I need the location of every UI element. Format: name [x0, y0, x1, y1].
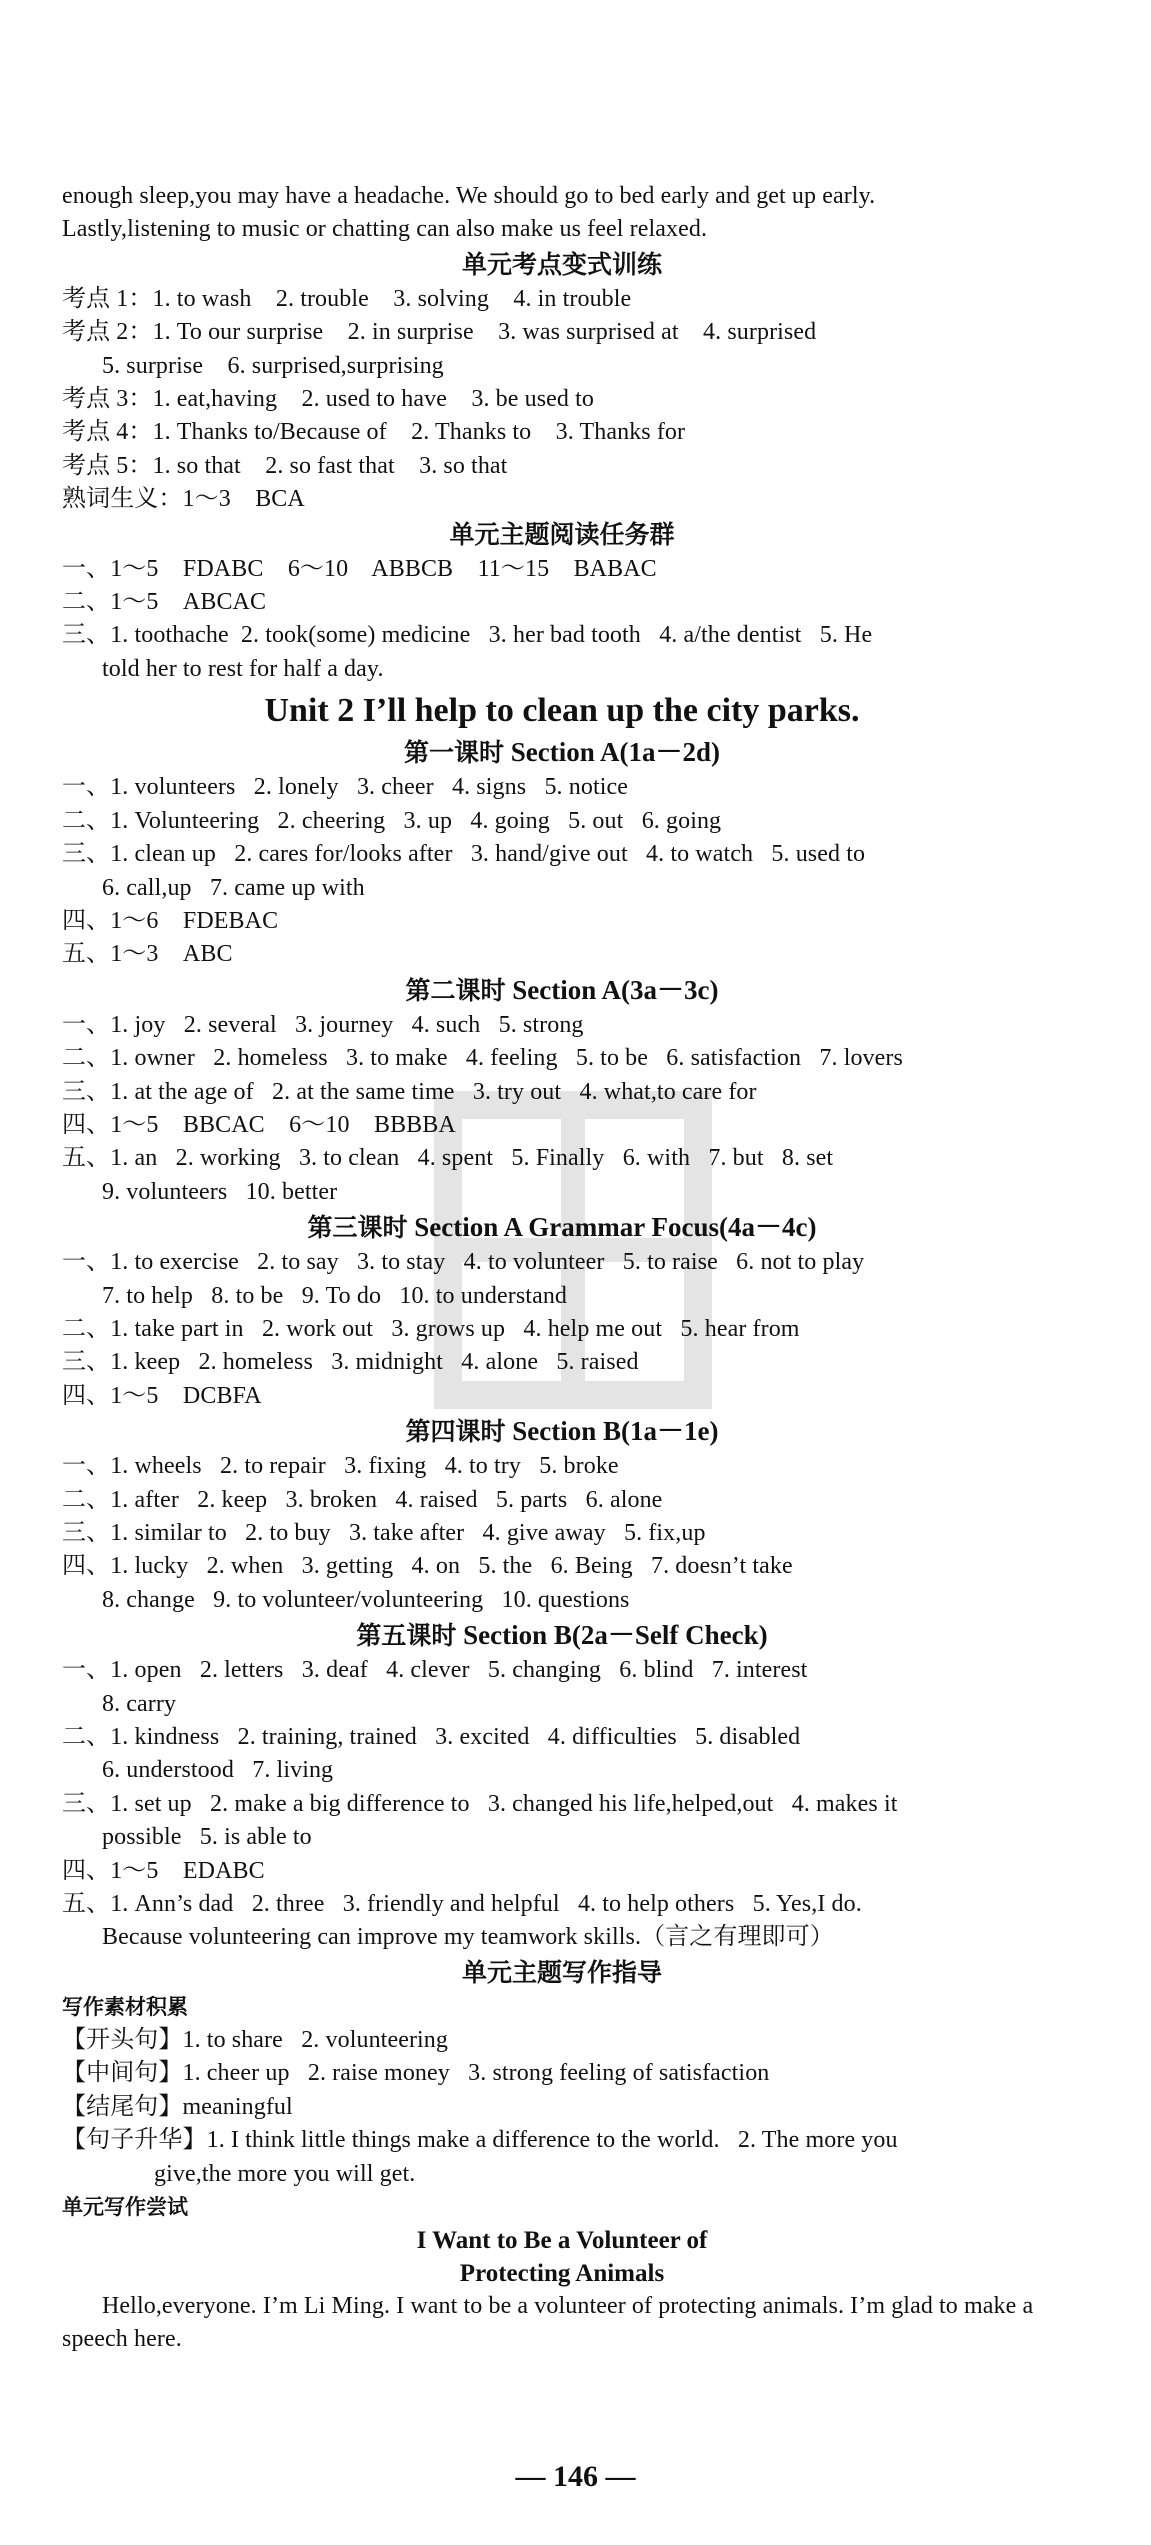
unit-title: Unit 2 I’ll help to clean up the city parks. — [264, 692, 860, 730]
answer-line: 考点 2：1. To our surprise 2. in surprise 3. was surprised at 4. surprised — [62, 319, 817, 346]
answer-line: 三、1. set up 2. make a big difference to 3. changed his life,helped,out 4. makes it — [62, 1790, 898, 1817]
section-heading-writing: 单元主题写作指导 — [461, 1957, 662, 1987]
answer-line: 五、1～3 ABC — [62, 941, 233, 968]
material-line: 【句子升华】1. I think little things make a difference to the world. 2. The more you — [62, 2127, 898, 2154]
answer-line: 6. understood 7. living — [102, 1757, 334, 1784]
answer-line: 四、1～6 FDEBAC — [62, 907, 279, 934]
lesson-heading — [62, 1617, 1062, 1654]
answer-line: 二、1. take part in 2. work out 3. grows up 4. help me out 5. hear from — [62, 1315, 800, 1342]
answer-line: Because volunteering can improve my teamwork skills.（言之有理即可） — [102, 1924, 834, 1951]
answer-line: 二、1. Volunteering 2. cheering 3. up 4. going 5. out 6. going — [62, 807, 722, 834]
answer-line: 8. change 9. to volunteer/volunteering 10. questions — [102, 1586, 630, 1613]
answer-line: 5. surprise 6. surprised,surprising — [102, 352, 444, 379]
answer-line: 一、1. volunteers 2. lonely 3. cheer 4. signs 5. notice — [62, 774, 628, 801]
answer-line: 一、1. joy 2. several 3. journey 4. such 5. strong — [62, 1011, 584, 1038]
lesson-heading — [62, 972, 1062, 1009]
lesson-heading — [62, 1209, 1062, 1246]
lesson-block — [62, 1209, 1062, 1413]
text-line: Lastly,listening to music or chatting can also make us feel relaxed. — [62, 216, 708, 243]
review-answers — [62, 283, 1062, 517]
material-line: 【开头句】1. to share 2. volunteering — [62, 2026, 449, 2053]
answer-line: 四、1～5 EDABC — [62, 1857, 265, 1884]
answer-line: 二、1. after 2. keep 3. broken 4. raised 5. parts 6. alone — [62, 1486, 663, 1513]
answer-line: told her to rest for half a day. — [102, 655, 384, 682]
section-heading-review: 单元考点变式训练 — [461, 249, 662, 279]
lesson-heading-cn: 第三课时 — [307, 1213, 408, 1243]
answer-line: 三、1. clean up 2. cares for/looks after 3. hand/give out 4. to watch 5. used to — [62, 841, 866, 868]
answer-line: 考点 3：1. eat,having 2. used to have 3. be used to — [62, 386, 594, 413]
answer-line: 6. call,up 7. came up with — [102, 874, 365, 901]
lesson-heading-cn: 第五课时 — [356, 1621, 457, 1651]
answer-line: 二、1. owner 2. homeless 3. to make 4. feeling 5. to be 6. satisfaction 7. lovers — [62, 1045, 903, 1072]
answer-line: 四、1. lucky 2. when 3. getting 4. on 5. the 6. Being 7. doesn’t take — [62, 1553, 793, 1580]
subheading-try: 单元写作尝试 — [62, 2194, 188, 2219]
answer-line: 9. volunteers 10. better — [102, 1178, 338, 1205]
lesson-heading-en: Section A Grammar Focus(4a－4c) — [414, 1212, 817, 1243]
answer-line: 熟词生义：1～3 BCA — [62, 486, 305, 513]
lesson-heading-en: Section A(3a－3c) — [512, 974, 719, 1005]
answer-line: 一、1. to exercise 2. to say 3. to stay 4. to volunteer 5. to raise 6. not to play — [62, 1249, 865, 1276]
lesson-heading-cn: 第二课时 — [405, 975, 506, 1005]
answer-line: 一、1. wheels 2. to repair 3. fixing 4. to try 5. broke — [62, 1453, 619, 1480]
lesson-heading-cn: 第四课时 — [405, 1417, 506, 1447]
answer-page — [62, 180, 1062, 2357]
answer-line: 考点 4：1. Thanks to/Because of 2. Thanks to 3. Thanks for — [62, 419, 686, 446]
answer-line: 五、1. Ann’s dad 2. three 3. friendly and helpful 4. to help others 5. Yes,I do. — [62, 1891, 862, 1918]
answer-line: 一、1～5 FDABC 6～10 ABBCB 11～15 BABAC — [62, 555, 657, 582]
answer-line: 三、1. keep 2. homeless 3. midnight 4. alone 5. raised — [62, 1349, 639, 1376]
lesson-heading-en: Section B(1a－1e) — [512, 1416, 719, 1447]
essay-title-line1: I Want to Be a Volunteer of — [416, 2226, 708, 2254]
answer-line: 考点 1：1. to wash 2. trouble 3. solving 4. in trouble — [62, 285, 632, 312]
lesson-heading-en: Section A(1a－2d) — [510, 737, 720, 768]
writing-material — [62, 2024, 1062, 2191]
lesson-block — [62, 734, 1062, 971]
answer-line: 四、1～5 BBCAC 6～10 BBBBA — [62, 1111, 456, 1138]
answer-line: 7. to help 8. to be 9. To do 10. to understand — [102, 1282, 568, 1309]
lesson-heading — [62, 1413, 1062, 1450]
answer-line: 四、1～5 DCBFA — [62, 1382, 262, 1409]
section-heading-reading: 单元主题阅读任务群 — [449, 519, 675, 549]
answer-line: 二、1～5 ABCAC — [62, 589, 267, 616]
lesson-heading-en: Section B(2a－Self Check) — [463, 1620, 768, 1651]
lesson-block — [62, 1413, 1062, 1617]
material-line: give,the more you will get. — [154, 2160, 416, 2187]
answer-line: 考点 5：1. so that 2. so fast that 3. so that — [62, 452, 508, 479]
essay-title-line2: Protecting Animals — [459, 2259, 665, 2287]
answer-line: 三、1. similar to 2. to buy 3. take after 4. give away 5. fix,up — [62, 1520, 706, 1546]
answer-line: 三、1. at the age of 2. at the same time 3. try out 4. what,to care for — [62, 1078, 757, 1105]
intro-text — [62, 180, 1062, 247]
answer-line: possible 5. is able to — [102, 1824, 312, 1851]
material-line: 【中间句】1. cheer up 2. raise money 3. strong feeling of satisfaction — [62, 2060, 770, 2087]
answer-line: 二、1. kindness 2. training, trained 3. excited 4. difficulties 5. disabled — [62, 1724, 801, 1751]
reading-answers — [62, 553, 1062, 687]
lesson-list — [62, 734, 1062, 1955]
lesson-heading-cn: 第一课时 — [403, 738, 504, 768]
subheading-material: 写作素材积累 — [62, 1994, 188, 2019]
answer-line: 三、1. toothache 2. took(some) medicine 3. her bad tooth 4. a/the dentist 5. He — [62, 622, 873, 649]
lesson-heading — [62, 734, 1062, 771]
answer-line: 五、1. an 2. working 3. to clean 4. spent 5. Finally 6. with 7. but 8. set — [62, 1145, 834, 1172]
essay-paragraph: Hello,everyone. I’m Li Ming. I want to be a volunteer of protecting animals. I’m glad to make a speech here. — [62, 2292, 1034, 2353]
answer-line: 一、1. open 2. letters 3. deaf 4. clever 5. changing 6. blind 7. interest — [62, 1657, 808, 1684]
lesson-block — [62, 972, 1062, 1209]
material-line: 【结尾句】meaningful — [62, 2093, 293, 2120]
text-line: enough sleep,you may have a headache. We should go to bed early and get up early. — [62, 183, 876, 209]
lesson-block — [62, 1617, 1062, 1955]
answer-line: 8. carry — [102, 1690, 177, 1717]
page-number: — 146 — — [515, 2460, 636, 2493]
